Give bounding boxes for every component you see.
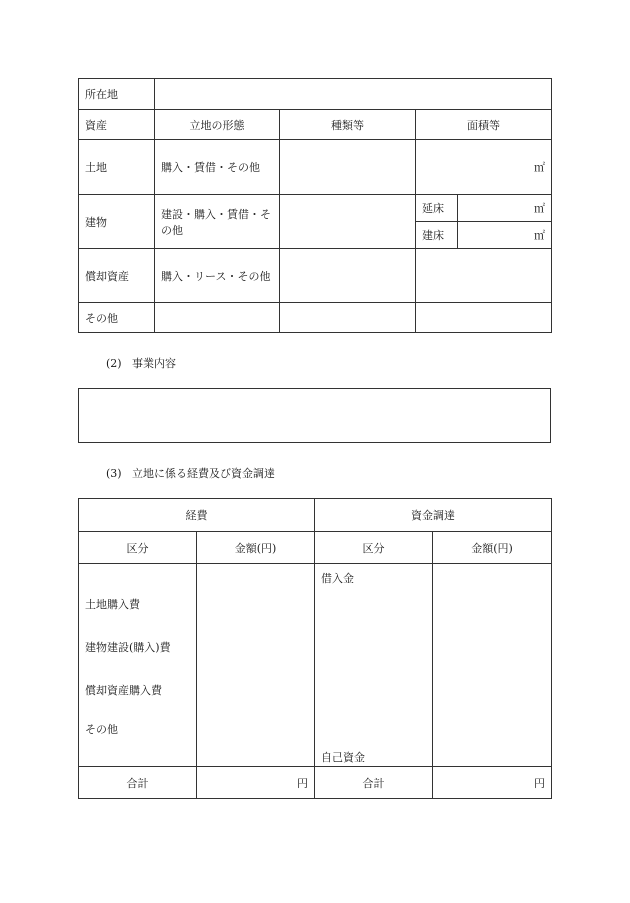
other-form-field[interactable] (155, 303, 280, 333)
land-area-field[interactable] (416, 140, 552, 195)
funding-amount-field[interactable] (433, 564, 552, 767)
section3-heading (106, 465, 275, 481)
funding-total-yen: 円 (534, 776, 545, 790)
expense-item-land: 土地購入費 (85, 598, 140, 611)
land-label: 土地 (79, 140, 155, 195)
funding-item-loan: 借入金 (321, 572, 354, 585)
expense-total-label: 合計 (79, 767, 197, 799)
land-form: 購入・賃借・その他 (155, 140, 280, 195)
depreciable-area-field[interactable] (416, 249, 552, 303)
location-label: 所在地 (79, 79, 155, 110)
building-area-label: 建床 (416, 222, 458, 249)
other-label: その他 (79, 303, 155, 333)
type-header: 種類等 (280, 110, 416, 140)
building-form: 建設・購入・賃借・その他 (155, 195, 280, 249)
section2-number: (2) (106, 357, 122, 370)
asset-header: 資産 (79, 110, 155, 140)
funding-item-equity: 自己資金 (321, 751, 365, 764)
cost-table (78, 498, 552, 799)
expense-category-header: 区分 (79, 532, 197, 564)
other-type-field[interactable] (280, 303, 416, 333)
expense-amount-field[interactable] (197, 564, 315, 767)
area-header: 面積等 (416, 110, 552, 140)
land-area-unit: ㎡ (534, 161, 545, 174)
funding-items-cell (315, 564, 433, 767)
expense-item-depreciable: 償却資産購入費 (85, 684, 162, 697)
expenses-header: 経費 (79, 499, 315, 532)
building-type-field[interactable] (280, 195, 416, 249)
floor-area-label: 延床 (416, 195, 458, 222)
section2-title: 事業内容 (132, 357, 176, 370)
funding-header: 資金調達 (315, 499, 552, 532)
assets-table (78, 78, 552, 333)
depreciable-type-field[interactable] (280, 249, 416, 303)
section3-title: 立地に係る経費及び資金調達 (132, 467, 275, 480)
land-type-field[interactable] (280, 140, 416, 195)
building-label: 建物 (79, 195, 155, 249)
expense-total-yen: 円 (297, 776, 308, 790)
other-area-field[interactable] (416, 303, 552, 333)
building-area-unit: ㎡ (534, 229, 545, 242)
funding-category-header: 区分 (315, 532, 433, 564)
funding-total-field[interactable] (433, 767, 552, 799)
expense-total-field[interactable] (197, 767, 315, 799)
depreciable-label: 償却資産 (79, 249, 155, 303)
floor-area-field[interactable] (458, 195, 552, 222)
funding-total-label: 合計 (315, 767, 433, 799)
floor-area-unit: ㎡ (534, 202, 545, 215)
business-content-box[interactable] (78, 388, 551, 443)
funding-amount-header: 金額(円) (433, 532, 552, 564)
section3-number: (3) (106, 467, 122, 480)
expense-items-cell (79, 564, 197, 767)
expense-item-building: 建物建設(購入)費 (85, 641, 171, 654)
form-header: 立地の形態 (155, 110, 280, 140)
depreciable-form: 購入・リース・その他 (155, 249, 280, 303)
expense-amount-header: 金額(円) (197, 532, 315, 564)
location-field[interactable] (155, 79, 552, 110)
building-area-field[interactable] (458, 222, 552, 249)
section2-heading (106, 355, 176, 371)
expense-item-other: その他 (85, 723, 118, 736)
